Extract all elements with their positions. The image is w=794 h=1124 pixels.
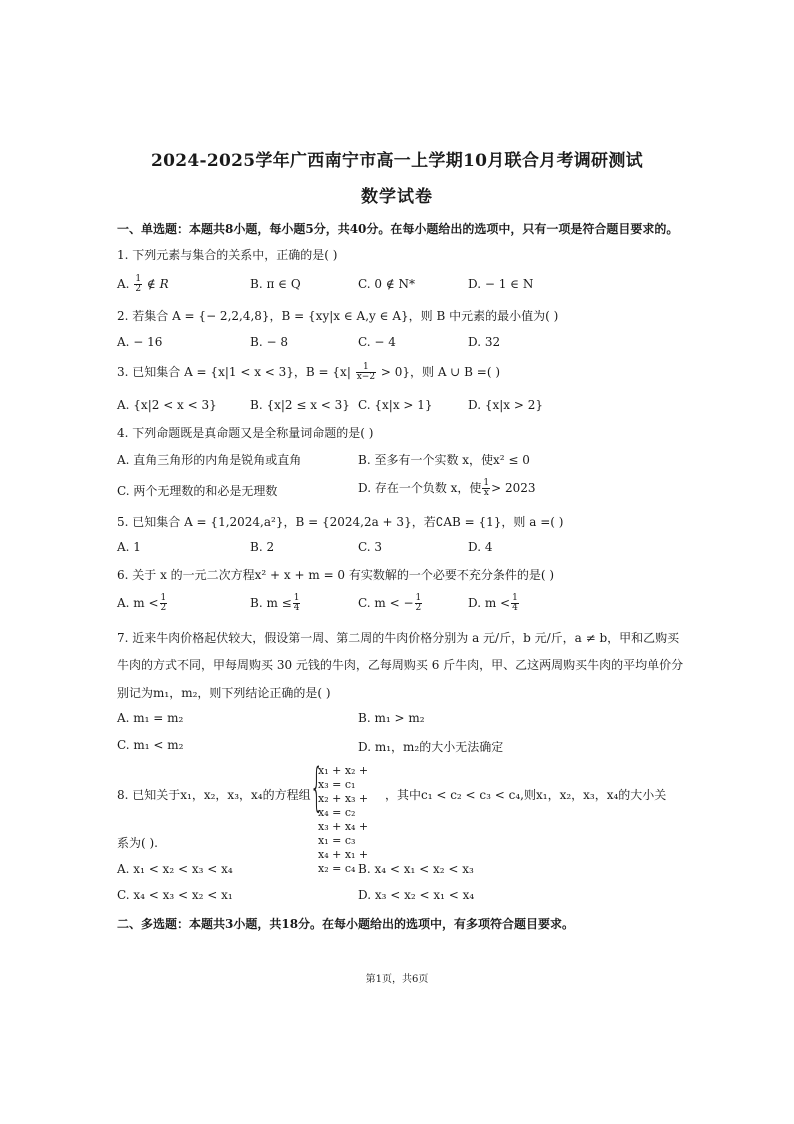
q2-option-b: B. − 8 [250,335,288,349]
q5-option-b: B. 2 [250,540,275,554]
q7-option-b: B. m₁ > m₂ [358,711,425,725]
q2-option-d: D. 32 [468,335,501,349]
section2-heading: 二、多选题：本题共3小题，共18分。在每小题给出的选项中，有多项符合题目要求。 [117,917,575,931]
q3-option-d: D. {x|x > 2} [468,398,543,412]
fraction: $\frac{1}{2}$ [160,593,167,613]
equation-2: x₂ + x₃ + x₄ = c₂ [318,792,369,819]
q3-option-a: A. {x|2 < x < 3} [117,398,217,412]
q3-option-b: B. {x|2 ≤ x < 3} [250,398,350,412]
q4-stem: 4. 下列命题既是真命题又是全称量词命题的是( ) [117,426,374,440]
q8-stem-pre: 8. 已知关于x₁，x₂，x₃，x₄的方程组 [117,788,311,802]
left-brace: { [310,758,324,818]
q8-option-d: D. x₃ < x₂ < x₁ < x₄ [358,888,475,902]
q4-option-b: B. 至多有一个实数 x，使x² ≤ 0 [358,453,530,467]
q6-option-c: C. m < − $\frac{1}{2}$ [358,593,422,613]
equation-3: x₃ + x₄ + x₁ = c₃ [318,820,369,847]
q5-option-c: C. 3 [358,540,383,554]
fraction: $\frac{1}{x}$ [483,478,490,498]
q2-option-a: A. − 16 [117,335,163,349]
section1-heading: 一、单选题：本题共8小题，每小题5分，共40分。在每小题给出的选项中，只有一项是符合题目要求的。 [117,222,679,236]
q6-option-d: D. m < $\frac{1}{4}$ [468,593,518,613]
q7-option-d: D. m₁，m₂的大小无法确定 [358,740,504,754]
q1-option-a: A. $\frac{1}{2}$ ∉ R [117,274,169,294]
q8-option-b: B. x₄ < x₁ < x₂ < x₃ [358,862,474,876]
fraction: $\frac{1}{4}$ [293,593,300,613]
fraction: $\frac{1}{4}$ [512,593,518,613]
q1-option-b: B. π ∈ Q [250,277,301,291]
q4-option-d: D. 存在一个负数 x，使 $\frac{1}{x}$ > 2023 [358,478,536,498]
q8-option-a: A. x₁ < x₂ < x₃ < x₄ [117,862,233,876]
q3-option-c: C. {x|x > 1} [358,398,433,412]
exam-title: 2024-2025学年广西南宁市高一上学期10月联合月考调研测试 [151,151,643,171]
equation-4: x₄ + x₁ + x₂ = c₄ [318,848,369,875]
q1-stem: 1. 下列元素与集合的关系中，正确的是( ) [117,248,338,262]
q7-line-3: 别记为m₁，m₂，则下列结论正确的是( ) [117,686,331,700]
q3-stem: 3. 已知集合 A = {x|1 < x < 3}，B = {x| $\frac{1}{x-2}$ > 0}，则 A ∪ B =( ) [117,362,501,382]
q8-line-2: 系为( ). [117,836,158,850]
q1-option-d: D. − 1 ∈ N [468,277,534,291]
exam-subtitle: 数学试卷 [361,187,433,207]
q5-stem: 5. 已知集合 A = {1,2024,a²}，B = {2024,2a + 3}，若∁AB = {1}，则 a =( ) [117,515,564,529]
q5-option-d: D. 4 [468,540,493,554]
q7-line-2: 牛肉的方式不同，甲每周购买 30 元钱的牛肉，乙每周购买 6 斤牛肉，甲、乙这两周购买牛肉的平均单价分 [117,658,684,672]
q1-option-c: C. 0 ∉ N* [358,277,416,291]
q4-option-c: C. 两个无理数的和必是无理数 [117,484,278,498]
q2-stem: 2. 若集合 A = {− 2,2,4,8}，B = {xy|x ∈ A,y ∈ A}，则 B 中元素的最小值为( ) [117,309,559,323]
fraction: $\frac{1}{x-2}$ [356,362,376,382]
fraction: $\frac{1}{2}$ [415,593,422,613]
q8-stem-post: ，其中c₁ < c₂ < c₃ < c₄,则x₁，x₂，x₃，x₄的大小关 [385,788,667,802]
equation-system [310,758,382,875]
q8-option-c: C. x₄ < x₃ < x₂ < x₁ [117,888,233,902]
q6-stem: 6. 关于 x 的一元二次方程x² + x + m = 0 有实数解的一个必要不充分条件的是( ) [117,568,555,582]
fraction: $\frac{1}{2}$ [135,274,142,294]
equation-1: x₁ + x₂ + x₃ = c₁ [318,764,369,791]
q4-option-a: A. 直角三角形的内角是锐角或直角 [117,453,302,467]
q2-option-c: C. − 4 [358,335,396,349]
q5-option-a: A. 1 [117,540,141,554]
q6-option-b: B. m ≤ $\frac{1}{4}$ [250,593,300,613]
q7-option-a: A. m₁ = m₂ [117,711,184,725]
page-footer: 第1页，共6页 [365,974,429,985]
q7-line-1: 7. 近来牛肉价格起伏较大，假设第一周、第二周的牛肉价格分别为 a 元/斤，b 元/斤，a ≠ b，甲和乙购买 [117,631,680,645]
q7-option-c: C. m₁ < m₂ [117,738,184,752]
q6-option-a: A. m < $\frac{1}{2}$ [117,593,167,613]
